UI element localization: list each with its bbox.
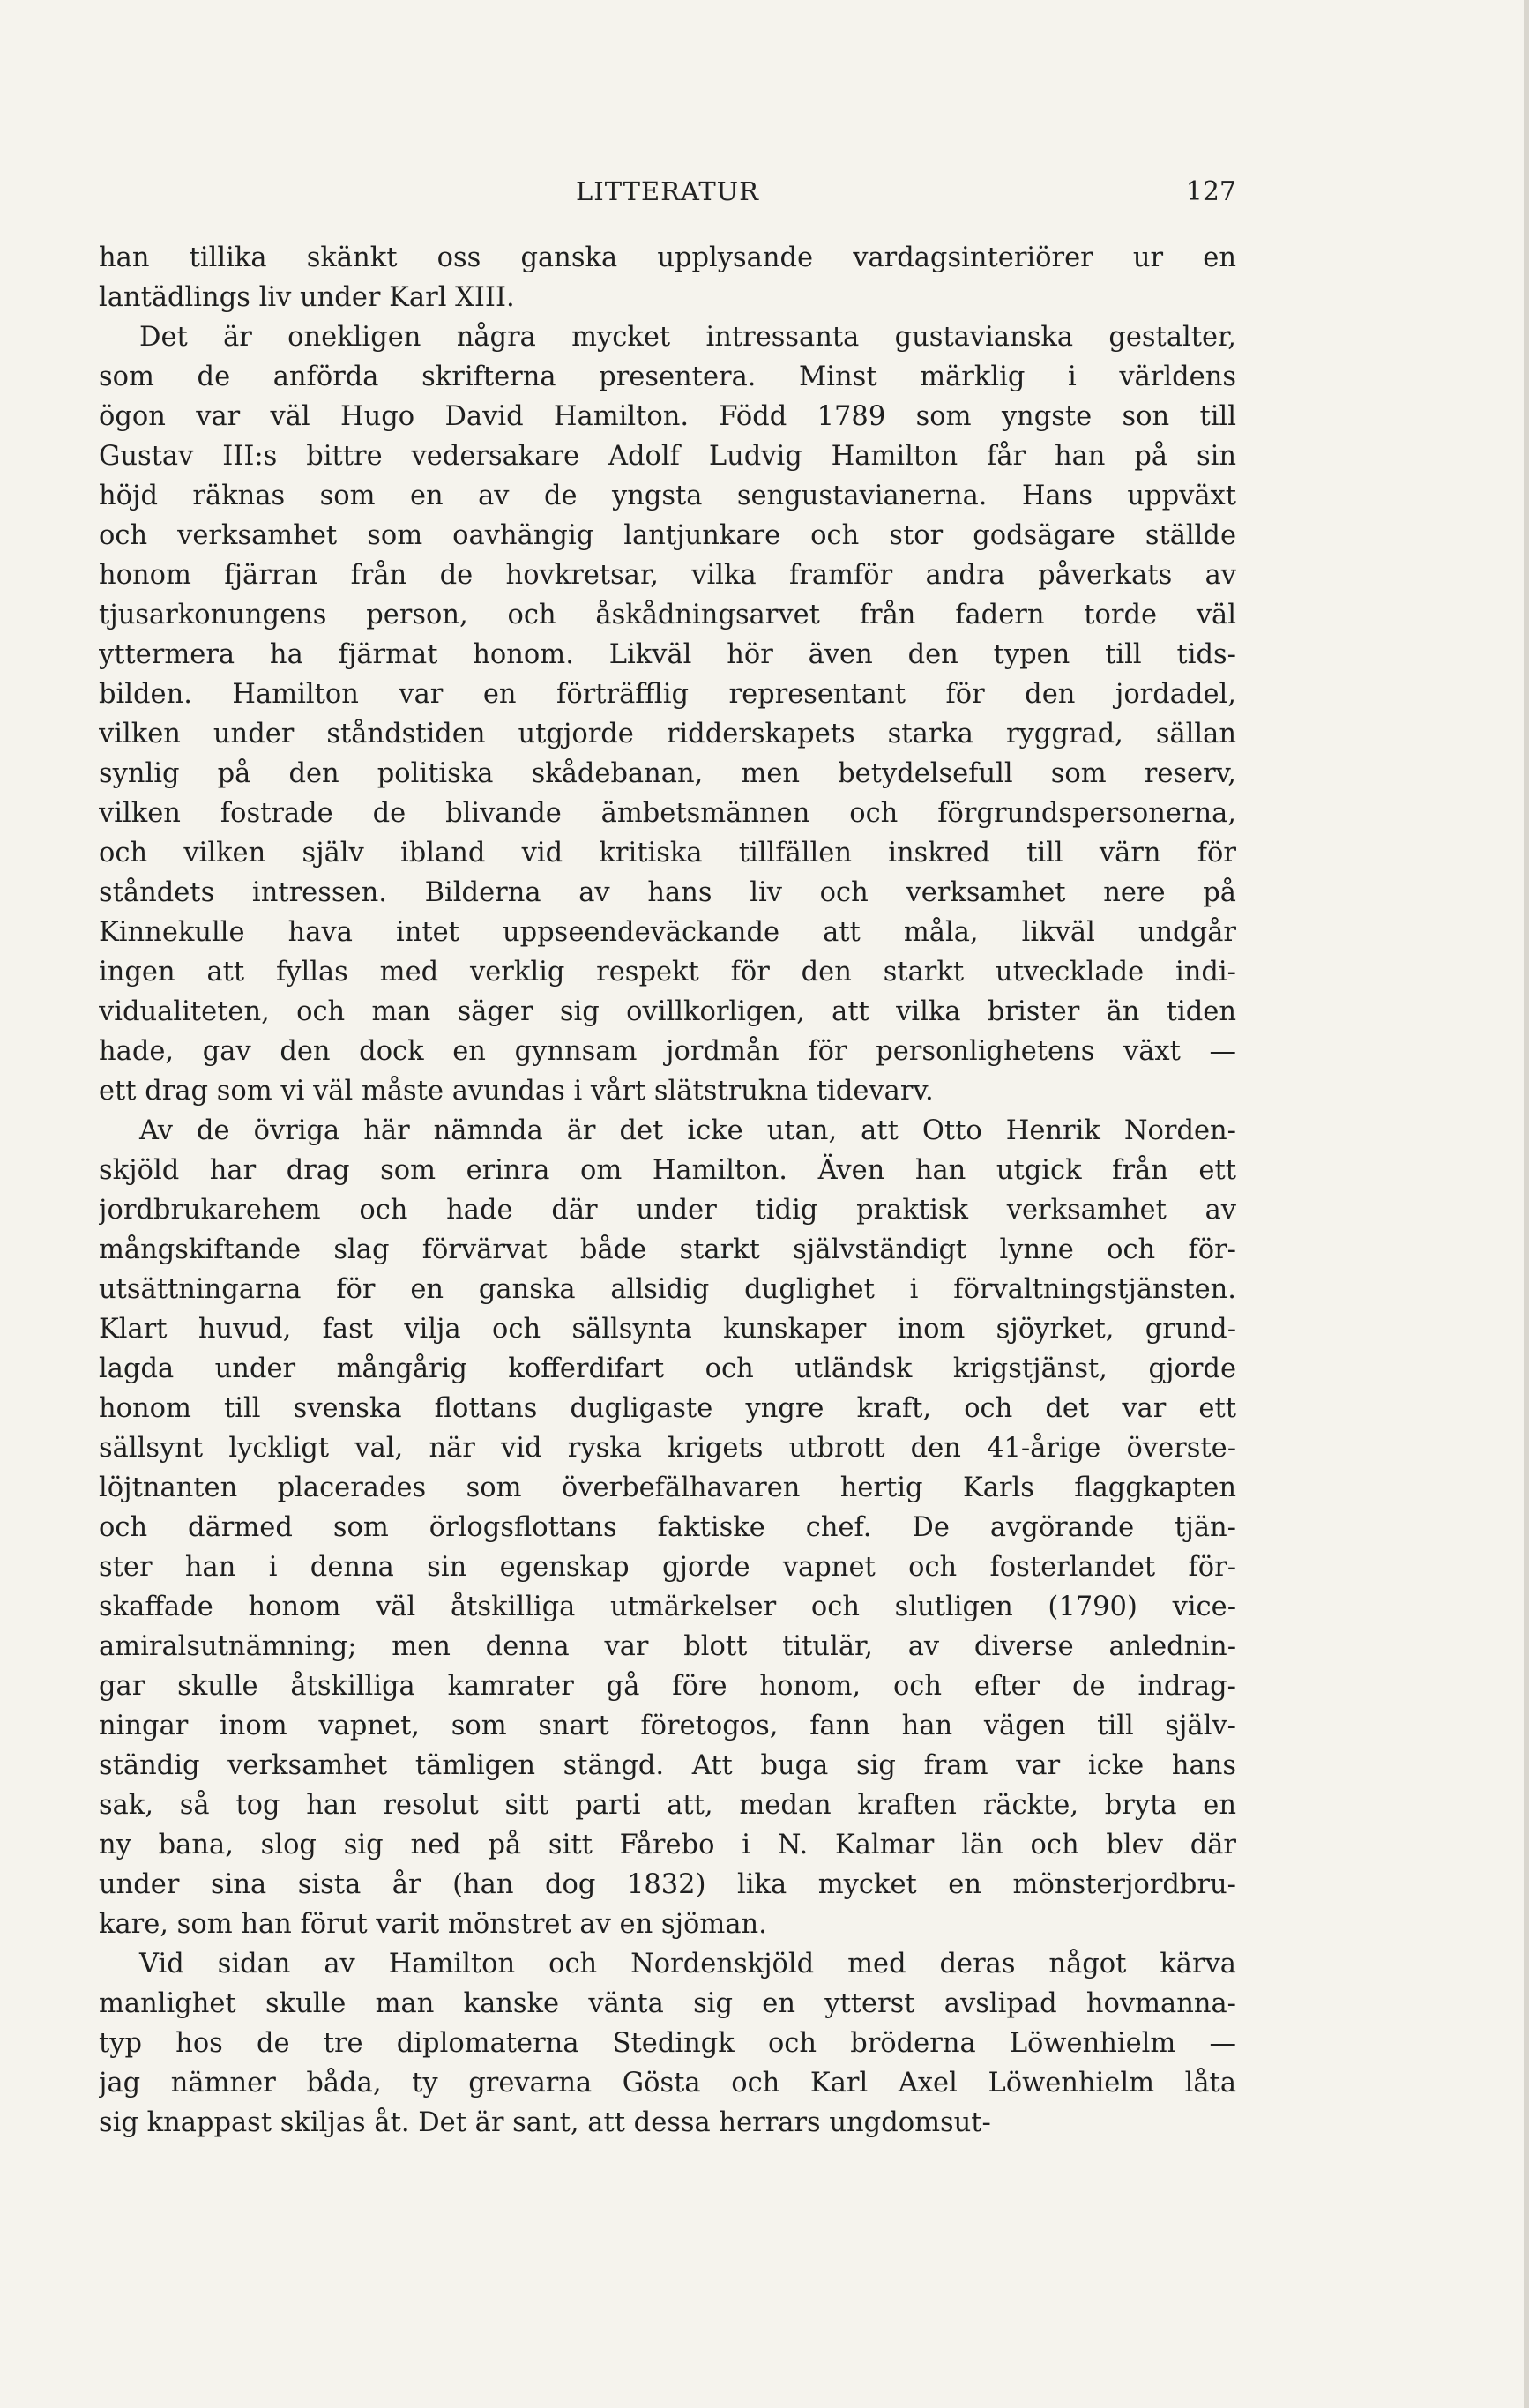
text-line: Vid sidan av Hamilton och Nordenskjöld med deras något kärva — [139, 1949, 1236, 1979]
text-line: under sina sista år (han dog 1832) lika mycket en mönsterjordbru- — [99, 1869, 1236, 1900]
text-line: tjusarkonungens person, och åskådningsarvet från fadern torde väl — [99, 600, 1236, 630]
page-edge — [1524, 0, 1529, 2408]
text-line: honom till svenska flottans dugligaste yngre kraft, och det var ett — [99, 1393, 1236, 1424]
text-line: ständig verksamhet tämligen stängd. Att buga sig fram var icke hans — [99, 1750, 1236, 1781]
text-line: ingen att fyllas med verklig respekt för den starkt utvecklade indi- — [99, 957, 1236, 988]
text-line: sällsynt lyckligt val, när vid ryska krigets utbrott den 41-årige överste- — [99, 1433, 1236, 1464]
text-line: ster han i denna sin egenskap gjorde vapnet och fosterlandet för- — [99, 1552, 1236, 1583]
text-line: ögon var väl Hugo David Hamilton. Född 1789 som yngste son till — [99, 401, 1236, 432]
text-line: vilken fostrade de blivande ämbetsmännen och förgrundspersonerna, — [99, 798, 1236, 829]
text-line: hade, gav den dock en gynnsam jordmån för personlighetens växt — — [99, 1036, 1236, 1067]
text-line: jag nämner båda, ty grevarna Gösta och Karl Axel Löwenhielm låta — [99, 2068, 1236, 2099]
text-line: ningar inom vapnet, som snart företogos, fann han vägen till själv- — [99, 1711, 1236, 1741]
text-line: amiralsutnämning; men denna var blott titulär, av diverse anlednin- — [99, 1631, 1236, 1662]
text-line: honom fjärran från de hovkretsar, vilka framför andra påverkats av — [99, 560, 1236, 591]
text-line: mångskiftande slag förvärvat både starkt självständigt lynne och för- — [99, 1234, 1236, 1265]
text-line: utsättningarna för en ganska allsidig duglighet i förvaltningstjänsten. — [99, 1274, 1236, 1305]
running-title: LITTERATUR — [576, 176, 759, 206]
text-line: yttermera ha fjärmat honom. Likväl hör även den typen till tids- — [99, 639, 1236, 670]
text-line: skaffade honom väl åtskilliga utmärkelser och slutligen (1790) vice- — [99, 1592, 1236, 1622]
page-number: 127 — [1185, 176, 1236, 207]
text-line: synlig på den politiska skådebanan, men betydelsefull som reserv, — [99, 758, 1236, 789]
paragraph — [99, 1944, 1236, 2143]
text-line: höjd räknas som en av de yngsta sengustavianerna. Hans uppväxt — [99, 481, 1236, 511]
text-line: han tillika skänkt oss ganska upplysande vardagsinteriörer ur en — [99, 242, 1236, 273]
paragraph — [99, 238, 1236, 317]
text-line: vidualiteten, och man säger sig ovillkorligen, att vilka brister än tiden — [99, 996, 1236, 1027]
paragraph — [99, 1111, 1236, 1944]
text-line: ståndets intressen. Bilderna av hans liv och verksamhet nere på — [99, 877, 1236, 908]
text-line: sak, så tog han resolut sitt parti att, medan kraften räckte, bryta en — [99, 1790, 1236, 1821]
page-header — [99, 176, 1236, 219]
body-text — [99, 238, 1236, 2143]
text-line: som de anförda skrifterna presentera. Minst märklig i världens — [99, 362, 1236, 392]
text-line: typ hos de tre diplomaterna Stedingk och bröderna Löwenhielm — — [99, 2028, 1236, 2059]
text-line: jordbrukarehem och hade där under tidig praktisk verksamhet av — [99, 1195, 1236, 1226]
text-line: Av de övriga här nämnda är det icke utan, att Otto Henrik Norden- — [139, 1115, 1236, 1146]
text-line: ett drag som vi väl måste avundas i vårt slätstrukna tidevarv. — [99, 1076, 934, 1107]
text-line: lagda under mångårig kofferdifart och utländsk krigstjänst, gjorde — [99, 1353, 1236, 1384]
text-line: och därmed som örlogsflottans faktiske chef. De avgörande tjän- — [99, 1512, 1236, 1543]
text-line: bilden. Hamilton var en förträfflig representant för den jordadel, — [99, 679, 1236, 710]
text-line: kare, som han förut varit mönstret av en sjöman. — [99, 1909, 767, 1940]
text-line: ny bana, slog sig ned på sitt Fårebo i N. Kalmar län och blev där — [99, 1830, 1236, 1860]
text-line: Gustav III:s bittre vedersakare Adolf Ludvig Hamilton får han på sin — [99, 441, 1236, 472]
text-line: Det är onekligen några mycket intressanta gustavianska gestalter, — [139, 322, 1236, 353]
text-line: och vilken själv ibland vid kritiska tillfällen inskred till värn för — [99, 838, 1236, 869]
text-line: sig knappast skiljas åt. Det är sant, att dessa herrars ungdomsut- — [99, 2107, 991, 2138]
text-line: löjtnanten placerades som överbefälhavaren hertig Karls flaggkapten — [99, 1472, 1236, 1503]
text-line: vilken under ståndstiden utgjorde ridderskapets starka ryggrad, sällan — [99, 719, 1236, 749]
text-line: Kinnekulle hava intet uppseendeväckande att måla, likväl undgår — [99, 917, 1236, 948]
text-line: manlighet skulle man kanske vänta sig en ytterst avslipad hovmanna- — [99, 1988, 1236, 2019]
text-line: skjöld har drag som erinra om Hamilton. Även han utgick från ett — [99, 1155, 1236, 1186]
text-line: gar skulle åtskilliga kamrater gå före honom, och efter de indrag- — [99, 1671, 1236, 1702]
text-line: och verksamhet som oavhängig lantjunkare och stor godsägare ställde — [99, 520, 1236, 551]
text-line: Klart huvud, fast vilja och sällsynta kunskaper inom sjöyrket, grund- — [99, 1314, 1236, 1345]
text-line: lantädlings liv under Karl XIII. — [99, 282, 515, 313]
paragraph — [99, 317, 1236, 1111]
